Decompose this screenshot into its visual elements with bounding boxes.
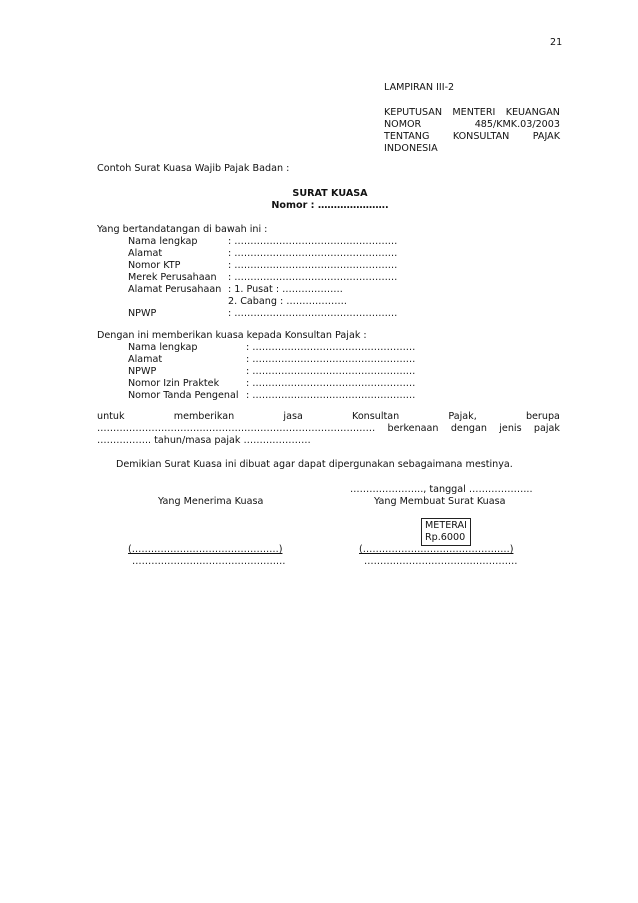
header-keuangan: KEUANGAN bbox=[505, 107, 560, 118]
section1-value-npwp: : …………………………………………… bbox=[228, 308, 398, 319]
purpose-word: jenis bbox=[499, 423, 522, 434]
intro-text: Contoh Surat Kuasa Wajib Pajak Badan : bbox=[97, 163, 290, 174]
section2-heading: Dengan ini memberikan kuasa kepada Konsultan Pajak : bbox=[97, 330, 367, 341]
header-konsultan: KONSULTAN bbox=[452, 131, 510, 142]
section1-label-name: Nama lengkap bbox=[128, 236, 198, 247]
purpose-word: jasa bbox=[283, 411, 303, 422]
section2-label-id-card: Nomor Tanda Pengenal bbox=[128, 390, 239, 401]
header-row-3 bbox=[384, 131, 560, 143]
purpose-word: Konsultan bbox=[352, 411, 400, 422]
receiver-label: Yang Menerima Kuasa bbox=[158, 496, 264, 507]
maker-label: Yang Membuat Surat Kuasa bbox=[374, 496, 506, 507]
section2-value-npwp: : …………………………………………… bbox=[246, 366, 416, 377]
document-title: SURAT KUASA bbox=[292, 188, 368, 199]
stamp-label: METERAI bbox=[425, 520, 467, 531]
purpose-word: untuk bbox=[97, 411, 125, 422]
purpose-word: …………………………………………………………………………… bbox=[97, 423, 376, 434]
purpose-word: pajak bbox=[533, 423, 560, 434]
section1-heading: Yang bertandatangan di bawah ini : bbox=[97, 224, 268, 235]
purpose-word: memberikan bbox=[173, 411, 235, 422]
section1-value-name: : …………………………………………… bbox=[228, 236, 398, 247]
header-tentang: TENTANG bbox=[384, 131, 430, 142]
header-row-4: INDONESIA bbox=[384, 143, 438, 154]
section2-label-npwp: NPWP bbox=[128, 366, 157, 377]
header-row-2 bbox=[384, 119, 560, 131]
section1-label-company-address: Alamat Perusahaan bbox=[128, 284, 222, 295]
header-decree-number: 485/KMK.03/2003 bbox=[474, 119, 560, 130]
lampiran-label: LAMPIRAN III-2 bbox=[384, 82, 455, 93]
section1-value-head-office: : 1. Pusat : ………………. bbox=[228, 284, 343, 295]
header-row-1 bbox=[384, 107, 560, 119]
signature-maker: (……………………………………….) bbox=[359, 544, 514, 555]
section1-label-brand: Merek Perusahaan bbox=[128, 272, 217, 283]
section1-value-brand: : …………………………………………… bbox=[228, 272, 398, 283]
maker-name-line: ………………………………………… bbox=[364, 556, 518, 567]
section1-label-ktp: Nomor KTP bbox=[128, 260, 181, 271]
section1-value-ktp: : …………………………………………… bbox=[228, 260, 398, 271]
purpose-line-1 bbox=[97, 411, 560, 423]
document-number: Nomor : …………………. bbox=[271, 200, 389, 211]
purpose-word: berupa bbox=[525, 411, 560, 422]
closing-statement: Demikian Surat Kuasa ini dibuat agar dapat dipergunakan sebagaimana mestinya. bbox=[116, 459, 513, 470]
receiver-name-line: ………………………………………… bbox=[132, 556, 286, 567]
purpose-word: dengan bbox=[450, 423, 487, 434]
header-pajak: PAJAK bbox=[532, 131, 560, 142]
date-line: ………………….., tanggal ……………….. bbox=[350, 484, 533, 495]
section1-value-branch: 2. Cabang : ………………. bbox=[228, 296, 347, 307]
section2-value-license: : …………………………………………… bbox=[246, 378, 416, 389]
stamp-amount: Rp.6000 bbox=[425, 532, 466, 543]
section2-value-address: : …………………………………………… bbox=[246, 354, 416, 365]
section1-value-address: : …………………………………………… bbox=[228, 248, 398, 259]
purpose-word: Pajak, bbox=[448, 411, 477, 422]
header-menteri: MENTERI bbox=[452, 107, 496, 118]
page-number: 21 bbox=[550, 37, 563, 48]
purpose-word: berkenaan bbox=[387, 423, 439, 434]
section2-value-name: : …………………………………………… bbox=[246, 342, 416, 353]
purpose-paragraph bbox=[97, 411, 560, 447]
section2-label-license: Nomor Izin Praktek bbox=[128, 378, 220, 389]
section1-label-npwp: NPWP bbox=[128, 308, 157, 319]
header-keputusan: KEPUTUSAN bbox=[384, 107, 443, 118]
section2-label-name: Nama lengkap bbox=[128, 342, 198, 353]
header-nomor: NOMOR bbox=[384, 119, 422, 130]
header-block bbox=[384, 107, 560, 155]
section2-label-address: Alamat bbox=[128, 354, 163, 365]
signature-receiver: (……………………………………….) bbox=[128, 544, 283, 555]
purpose-line-2 bbox=[97, 423, 560, 435]
section2-value-id-card: : …………………………………………… bbox=[246, 390, 416, 401]
purpose-line-3: …………….. tahun/masa pajak ………………… bbox=[97, 435, 311, 446]
section1-label-address: Alamat bbox=[128, 248, 163, 259]
duty-stamp-box bbox=[421, 518, 471, 546]
